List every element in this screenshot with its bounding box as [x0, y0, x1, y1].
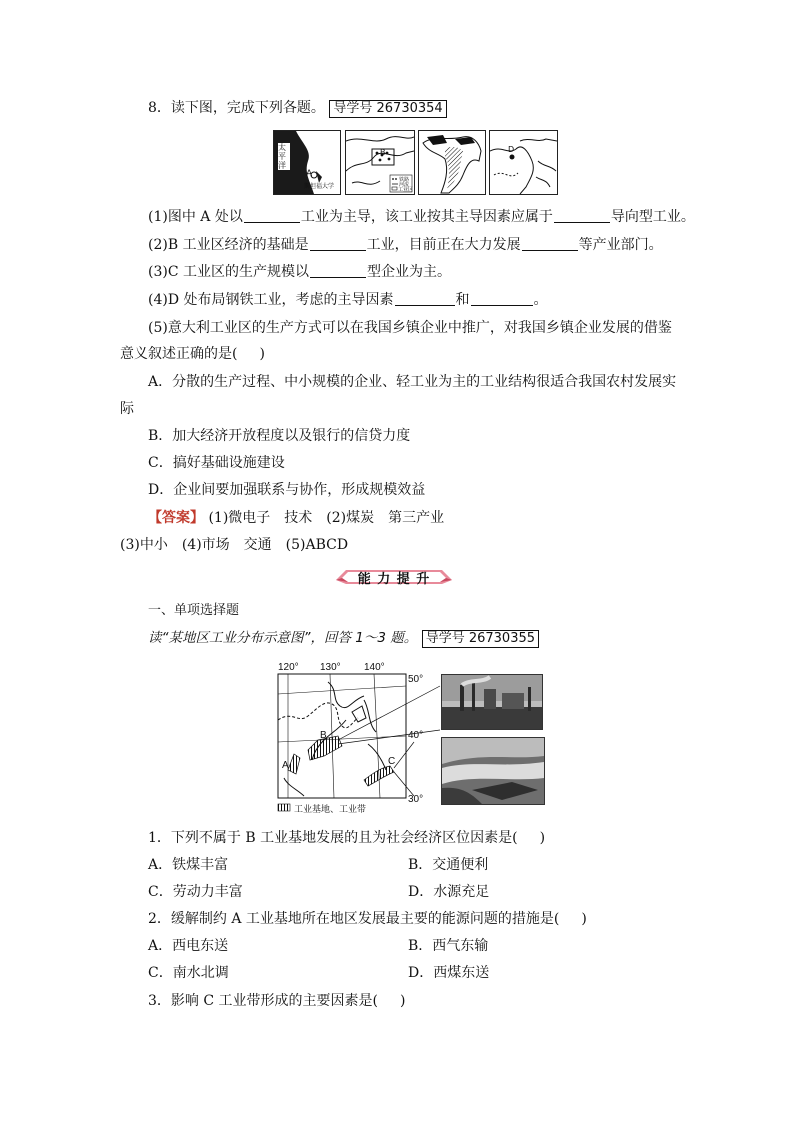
q8-option-b[interactable]: B．加大经济开放程度以及银行的信贷力度 — [148, 428, 411, 444]
q1-option-d[interactable]: D．水源充足 — [408, 884, 490, 900]
photo-factory — [441, 674, 543, 730]
blank-5[interactable] — [310, 263, 366, 278]
q3-close: ) — [399, 993, 406, 1009]
blank-7[interactable] — [471, 291, 533, 306]
map-silicon-valley — [273, 130, 341, 195]
blank-2[interactable] — [554, 208, 610, 223]
q8-sub1-a: (1)图中 A 处以 — [148, 209, 243, 225]
q8-option-a-line1[interactable]: A．分散的生产过程、中小规模的企业、轻工业为主的工业结构很适合我国农村发展实 — [148, 374, 677, 390]
q8-sub2-a: (2)B 工业区经济的基础是 — [148, 237, 309, 253]
q8-sub4-c: 。 — [533, 292, 548, 308]
map2-legend-river: 河流 — [399, 182, 410, 188]
section-intro-text: 读“某地区工业分布示意图”，回答 1～3 题。 — [148, 630, 418, 646]
q8-sub2-c: 等产业部门。 — [578, 237, 663, 253]
q8-option-a-line2[interactable]: 际 — [120, 401, 134, 417]
q3-stem-text: 3．影响 C 工业带形成的主要因素是( — [148, 993, 378, 1009]
q1-close: ) — [539, 830, 546, 846]
map2-point-b: B — [320, 730, 327, 741]
answer-text-1: (1)微电子 技术 (2)煤炭 第三产业 — [208, 510, 445, 526]
blank-6[interactable] — [395, 291, 455, 306]
q8-sub3-b: 型企业为主。 — [367, 264, 451, 280]
map2-legend-industry: 工业区 — [398, 187, 414, 193]
lat-50: 50° — [408, 674, 424, 685]
map-dalian — [489, 130, 558, 195]
q8-option-d[interactable]: D．企业间要加强联系与协作，形成规模效益 — [148, 482, 426, 498]
q2-option-a[interactable]: A．西电东送 — [148, 938, 229, 954]
section-title: 一、单项选择题 — [148, 603, 240, 618]
q8-sub1-c: 导向型工业。 — [610, 209, 695, 225]
q2-close: ) — [581, 911, 587, 927]
q1-option-b[interactable]: B．交通便利 — [408, 857, 489, 873]
q8-sub1-b: 工业为主导，该工业按其主导因素应属于 — [300, 209, 553, 225]
q8-option-c[interactable]: C．搞好基础设施建设 — [148, 455, 285, 471]
blank-4[interactable] — [522, 236, 578, 251]
map2-legend-text: 工业基地、工业带 — [294, 805, 367, 815]
q2-stem — [148, 909, 587, 929]
q3-stem — [148, 991, 405, 1011]
q8-ref-box: 导学号 26730354 — [329, 100, 446, 118]
q1-stem — [148, 828, 545, 848]
q2-option-d[interactable]: D．西煤东送 — [408, 965, 490, 981]
lon-140: 140° — [364, 662, 385, 673]
lat-40: 40° — [408, 730, 424, 741]
banner-title: 能 力 提 升 — [357, 572, 431, 587]
map2-b-label: B — [380, 148, 386, 157]
q8-intro-text: 8．读下图，完成下列各题。 — [148, 100, 325, 116]
q8-sub3-a: (3)C 工业区的生产规模以 — [148, 264, 309, 280]
q8-answer-line2: (3)中小 (4)市场 交通 (5)ABCD — [120, 537, 349, 553]
q1-option-c[interactable]: C．劳动力丰富 — [148, 884, 243, 900]
answer-tag: 【答案】 — [148, 510, 204, 526]
q8-sub4 — [148, 290, 548, 310]
q8-answer-line1 — [148, 508, 444, 528]
section-ref-box: 导学号 26730355 — [422, 630, 539, 648]
section-intro — [148, 628, 539, 649]
q1-stem-text: 1．下列不属于 B 工业基地发展的且为社会经济区位因素是( — [148, 830, 518, 846]
q8-sub3 — [148, 262, 451, 282]
q8-sub5-stem: 意义叙述正确的是( — [120, 346, 238, 362]
map2-point-a: A — [282, 760, 289, 771]
photo-coast — [441, 737, 545, 805]
q8-sub4-a: (4)D 处布局钢铁工业，考虑的主导因素 — [148, 292, 394, 308]
lat-30: 30° — [408, 794, 424, 805]
q8-sub5-line1: (5)意大利工业区的生产方式可以在我国乡镇企业中推广，对我国乡镇企业发展的借鉴 — [148, 320, 672, 336]
q2-option-b[interactable]: B．西气东输 — [408, 938, 489, 954]
map4-d-label: D — [508, 145, 515, 154]
map-italy — [418, 130, 486, 195]
map-ruhr — [345, 130, 415, 195]
q8-sub1 — [148, 207, 695, 227]
q8-sub2 — [148, 235, 663, 255]
q8-sub5-line2 — [120, 344, 265, 364]
q2-option-c[interactable]: C．南水北调 — [148, 965, 229, 981]
map2-point-c: C — [388, 756, 396, 767]
blank-3[interactable] — [310, 236, 366, 251]
lon-130: 130° — [320, 662, 341, 673]
map1-ocean-label: 太平洋 — [278, 143, 290, 170]
map1-univ-label: 斯坦福大学 — [304, 183, 335, 190]
lon-120: 120° — [278, 662, 299, 673]
section-banner — [336, 566, 452, 586]
blank-1[interactable] — [244, 208, 300, 223]
q8-sub2-b: 工业，目前正在大力发展 — [366, 237, 521, 253]
q1-option-a[interactable]: A．铁煤丰富 — [148, 857, 229, 873]
q8-intro — [148, 98, 447, 119]
q8-sub4-b: 和 — [455, 292, 470, 308]
q2-stem-text: 2．缓解制约 A 工业基地所在地区发展最主要的能源问题的措施是( — [148, 911, 560, 927]
q8-sub5-close: ) — [259, 346, 265, 362]
map1-a-label: A — [306, 169, 313, 179]
map2-legend-rail: 铁路 — [399, 177, 410, 183]
